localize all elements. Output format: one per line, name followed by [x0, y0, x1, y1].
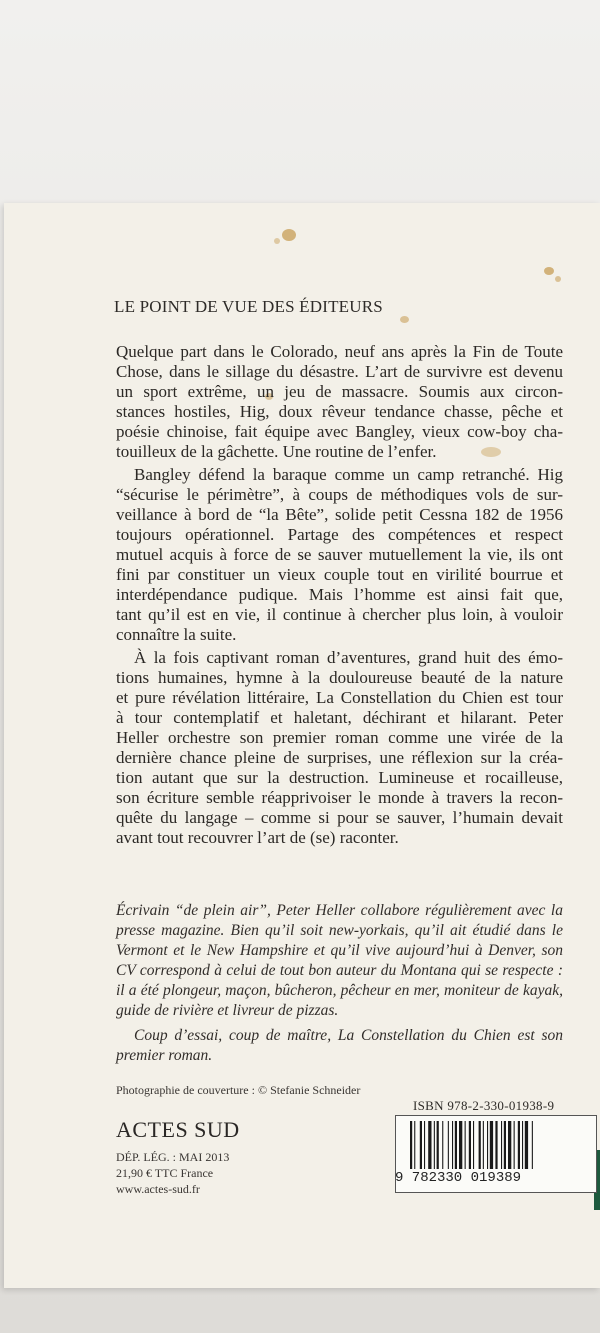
isbn: ISBN 978-2-330-01938-9 — [413, 1098, 555, 1113]
website: www.actes-sud.fr — [116, 1182, 200, 1196]
body-line: à tour contemplatif et haletant, déchirant et hilarant. Peter — [116, 708, 563, 727]
barcode-bar — [424, 1121, 425, 1169]
photo-credit: Photographie de couverture : © Stefanie Schneider — [116, 1083, 361, 1097]
barcode-bar — [452, 1121, 453, 1169]
body-line: Chose, dans le sillage du désastre. L’art de survivre est devenu — [116, 362, 563, 381]
barcode-digits: 9 782330 019389 — [395, 1170, 522, 1186]
body-line: toujours opérationnel. Partage des compétences et respect — [116, 525, 563, 544]
bio-line: il a été plongeur, maçon, bûcheron, pêcheur en mer, moniteur de kayak, — [116, 982, 563, 999]
barcode-bar — [508, 1121, 511, 1169]
price: 21,90 € TTC France — [116, 1166, 214, 1180]
body-line: tion autant que sur la destruction. Lumineuse et rocailleuse, — [116, 768, 563, 787]
stain — [544, 267, 554, 275]
barcode-bar — [501, 1121, 502, 1169]
body-line: tant qu’il est en vie, il continue à chercher plus loin, à vouloir — [116, 605, 563, 624]
body-line: connaître la suite. — [116, 625, 237, 644]
bio-line: guide de rivière et livreur de pizzas. — [116, 1002, 339, 1019]
barcode-bar — [514, 1121, 515, 1169]
bio-line: Vermont et le New Hampshire et qu’il vive aujourd’hui à Denver, son — [116, 942, 563, 959]
body-line: tions humaines, hymne à la douloureuse beauté de la nature — [116, 668, 563, 687]
body-line: Quelque part dans le Colorado, neuf ans après la Fin de Toute — [116, 342, 563, 361]
barcode-bar — [483, 1121, 484, 1169]
barcode-bar — [465, 1121, 466, 1169]
barcode-bar — [420, 1121, 422, 1169]
legal-deposit: DÉP. LÉG. : MAI 2013 — [116, 1150, 230, 1164]
barcode-bar — [490, 1121, 493, 1169]
barcode-bar — [434, 1121, 435, 1169]
body-line: fini par constituer un vieux couple tout en virilité bourrue et — [116, 565, 563, 584]
body-line: À la fois captivant roman d’aventures, grand huit des émo- — [134, 648, 563, 667]
stain — [400, 316, 409, 323]
barcode-bar — [473, 1121, 474, 1169]
barcode-bar — [522, 1121, 523, 1169]
stain — [282, 229, 296, 241]
publisher-name: ACTES SUD — [116, 1117, 240, 1142]
body-line: son écriture semble réapprivoiser le monde à travers la recon- — [116, 788, 563, 807]
body-line: veillance à bord de “la Bête”, solide petit Cessna 182 de 1956 — [116, 505, 563, 524]
barcode-bar — [504, 1121, 506, 1169]
barcode-bar — [525, 1121, 528, 1169]
body-line: “sécurise le périmètre”, à coups de méthodiques vols de sur- — [116, 485, 563, 504]
bio-line: premier roman. — [116, 1047, 213, 1064]
bio-line: Coup d’essai, coup de maître, La Constellation du Chien est son — [134, 1027, 563, 1044]
body-line: Bangley défend la baraque comme un camp retranché. Hig — [134, 465, 563, 484]
bio-line: CV correspond à celui de tout bon auteur du Montana qui se respecte : — [116, 962, 563, 979]
body-line: Heller orchestre son premier roman comme une virée de la — [116, 728, 563, 747]
bio-line: presse magazine. Bien qu’il soit new-yorkais, qu’il ait étudié dans le — [116, 922, 563, 939]
body-line: interdépendance pudique. Mais l’homme est ainsi fait que, — [116, 585, 563, 604]
section-heading: LE POINT DE VUE DES ÉDITEURS — [114, 297, 383, 316]
barcode-bar — [495, 1121, 497, 1169]
stain — [555, 276, 561, 282]
barcode — [408, 1121, 586, 1169]
barcode-bar — [428, 1121, 431, 1169]
stain — [274, 238, 280, 244]
bio-line: Écrivain “de plein air”, Peter Heller collabore régulièrement avec la — [116, 902, 563, 919]
barcode-bar — [448, 1121, 449, 1169]
body-line: et pure révélation littéraire, La Constellation du Chien est tour — [116, 688, 563, 707]
barcode-bar — [487, 1121, 488, 1169]
barcode-bar — [437, 1121, 439, 1169]
barcode-bar — [414, 1121, 415, 1169]
body-line: dernière chance pleine de surprises, une réflexion sur la créa- — [116, 748, 563, 767]
barcode-bar — [410, 1121, 412, 1169]
body-line: stances hostiles, Hig, doux rêveur tendance chasse, pêche et — [116, 402, 563, 421]
body-line: avant tout recouvrer l’art de (se) raconter. — [116, 828, 399, 847]
body-line: poésie chinoise, fait équipe avec Bangley, vieux cow-boy cha- — [116, 422, 563, 441]
barcode-bar — [532, 1121, 533, 1169]
barcode-bar — [455, 1121, 457, 1169]
body-line: mutuel acquis à force de se sauver mutuellement la vie, ils ont — [116, 545, 563, 564]
barcode-bar — [459, 1121, 462, 1169]
barcode-bar — [518, 1121, 520, 1169]
body-line: quête du langage – comme si pour se sauver, l’humain devait — [116, 808, 563, 827]
barcode-bar — [469, 1121, 471, 1169]
barcode-bar — [479, 1121, 481, 1169]
body-line: touilleux de la gâchette. Une routine de l’enfer. — [116, 442, 437, 461]
barcode-bar — [442, 1121, 443, 1169]
body-line: un sport extrême, un jeu de massacre. Soumis aux circon- — [116, 382, 563, 401]
